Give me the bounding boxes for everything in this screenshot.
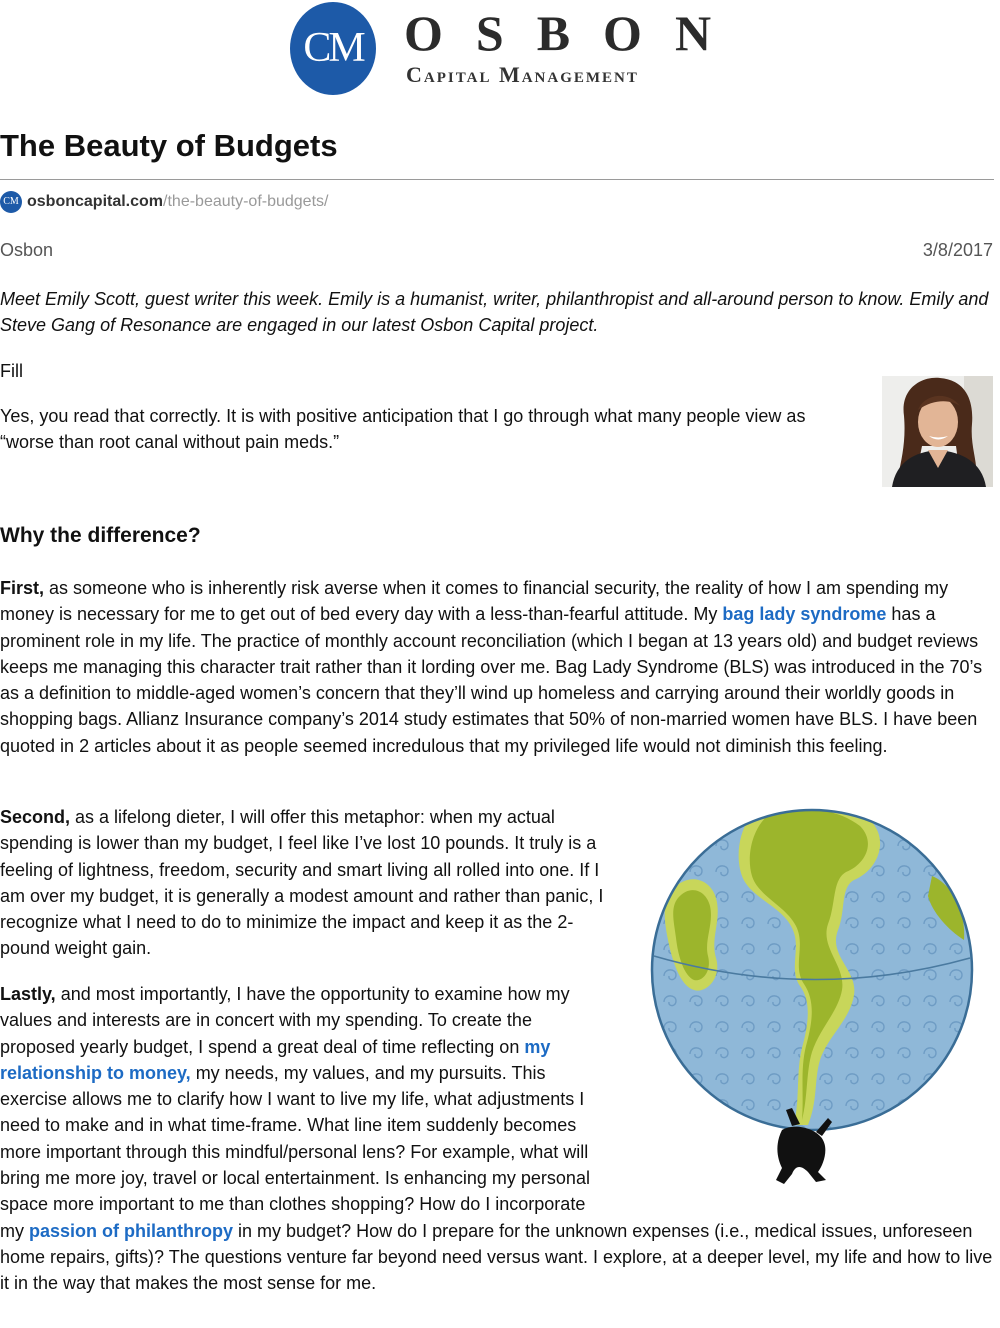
globe-atlas-illustration (632, 780, 994, 1190)
fill-line: Fill (0, 361, 23, 381)
source-path: /the-beauty-of-budgets/ (163, 193, 329, 210)
second-paragraph (0, 804, 605, 962)
article-title: The Beauty of Budgets (0, 128, 338, 163)
lastly-text-1: and most importantly, I have the opportunity to examine how my values and interests are in concert with my spending. To create the proposed yearly budget, I spend a great deal of time reflecting on (0, 984, 570, 1057)
first-text-2: has a prominent role in my life. The practice of monthly account reconciliation (which I began at 13 years old) and budget reviews keeps me managing this character trait rather than it lording over me. Bag Lady Syndrome (BLS) was introduced in the 70’s as a definition to middle-aged women’s concern that they’ll wind up homeless and carrying around their worldly goods in shopping bags. Allianz Insurance company’s 2014 study estimates that 50% of non-married women have BLS. I have been quoted in 2 articles about it as people seemed incredulous that my privileged life would not diminish this feeling. (0, 604, 983, 756)
first-paragraph (0, 575, 995, 759)
lastly-text-3: in my budget? How do I prepare for the unknown expenses (i.e., medical issues, unforeseen home repairs, gifts)? The questions venture far beyond need versus want. I explore, at a deeper level, my life and how to live it in the way that makes the most sense for me. (0, 1220, 993, 1294)
second-lead: Second, (0, 807, 71, 827)
site-favicon-icon: CM (0, 191, 22, 213)
first-text-1: as someone who is inherently risk averse when it comes to financial security, the reality of how I am spending my money is necessary for me to get out of bed every day with a less-than-fearful attitude. My (0, 578, 949, 625)
intro-paragraph: Meet Emily Scott, guest writer this week. Emily is a humanist, writer, philanthropist and all-around person to know. Emily and Steve Gang of Resonance are engaged in our latest Osbon Capital project. (0, 289, 989, 336)
author-name: Osbon (0, 240, 54, 260)
lastly-lead: Lastly, (0, 984, 56, 1004)
passion-of-philanthropy-link[interactable]: passion of philanthropy (29, 1220, 234, 1241)
logo-name: OSBON (404, 5, 745, 61)
cm-logo-icon: CM (290, 2, 376, 95)
title-divider (0, 179, 994, 180)
relationship-to-money-link[interactable]: my relationship to money, (0, 1036, 551, 1083)
opening-paragraph: Yes, you read that correctly. It is with positive anticipation that I go through what many people view as “worse than root canal without pain meds.” (0, 406, 806, 453)
author-photo (882, 376, 993, 487)
publish-date: 3/8/2017 (922, 240, 993, 260)
first-lead: First, (0, 578, 45, 598)
second-text: as a lifelong dieter, I will offer this metaphor: when my actual spending is lower than my budget, I feel like I’ve lost 10 pounds. It truly is a feeling of lightness, freedom, security and smart living all rolled into one. If I am over my budget, it is generally a modest amount and rather than panic, I recognize what I need to do to minimize the impact and keep it as the 2-pound weight gain. (0, 807, 604, 959)
logo-tagline: Capital Management (406, 62, 639, 87)
osbon-logo[interactable] (290, 2, 745, 98)
lastly-text-2: my needs, my values, and my pursuits. This exercise allows me to clarify how I want to live my life, what adjustments I need to make and in what time-frame. What line item suddenly becomes more important through this mindful/personal lens? For example, what will bring me more joy, travel or local entertainment. Is enhancing my personal space more important to me than clothes shopping? How do I incorporate my (0, 1062, 590, 1241)
source-domain: osboncapital.com (27, 193, 164, 210)
source-link[interactable] (0, 189, 328, 215)
section-heading: Why the difference? (0, 524, 201, 547)
bag-lady-syndrome-link[interactable]: bag lady syndrome (722, 604, 887, 625)
